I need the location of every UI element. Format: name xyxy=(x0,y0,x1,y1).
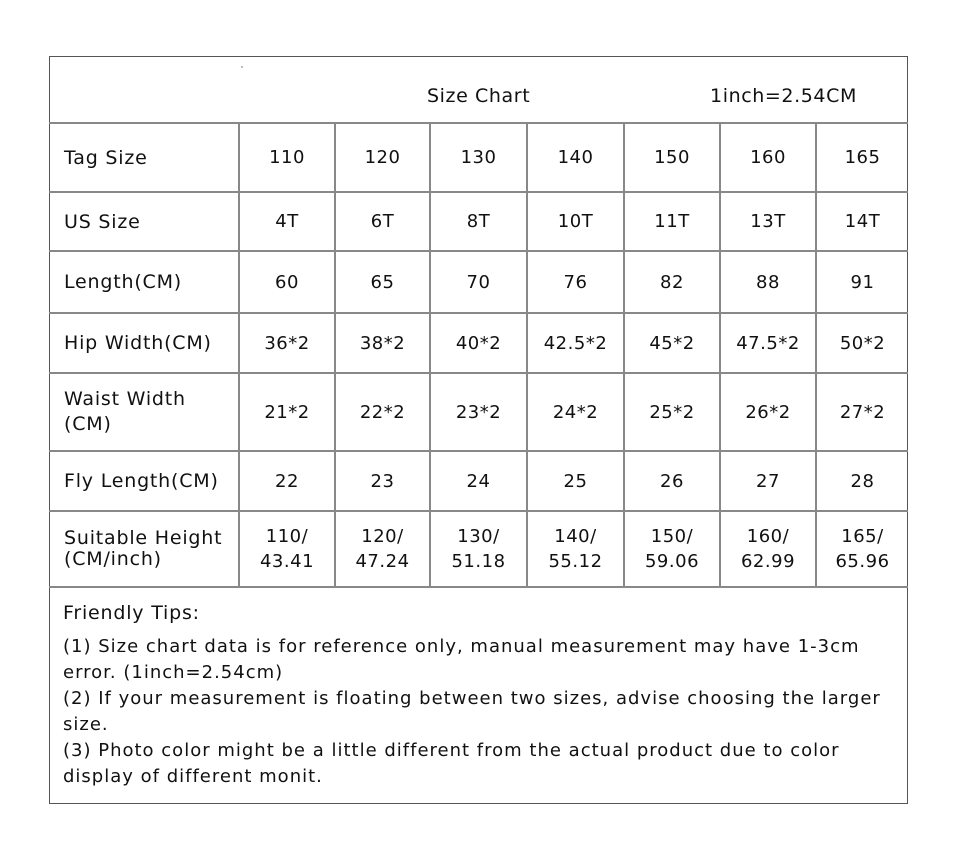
table-cell: 25 xyxy=(527,451,624,511)
table-cell: 36*2 xyxy=(239,313,335,373)
friendly-tips xyxy=(63,602,903,790)
height-cm: 110/ xyxy=(265,526,309,547)
table-cell xyxy=(239,511,335,587)
table-row-length xyxy=(49,251,908,313)
height-cm: 140/ xyxy=(554,526,597,547)
height-cm: 165/ xyxy=(841,526,884,547)
table-cell: 24*2 xyxy=(527,373,624,451)
table-cell: 82 xyxy=(624,251,720,313)
table-cell: 110 xyxy=(239,123,335,192)
tip-item: (3) Photo color might be a little different from the actual product due to color display of different monit. xyxy=(63,740,840,787)
table-row-suitable-height xyxy=(49,511,908,587)
table-cell: 26*2 xyxy=(720,373,816,451)
table-cell: 45*2 xyxy=(624,313,720,373)
table-cell: 27 xyxy=(720,451,816,511)
table-cell: 130 xyxy=(430,123,527,192)
table-cell: 23 xyxy=(335,451,430,511)
tip-item: (2) If your measurement is floating between two sizes, advise choosing the larger size. xyxy=(63,688,881,735)
table-cell: 6T xyxy=(335,192,430,251)
size-chart-frame xyxy=(49,56,908,804)
table-cell: 140 xyxy=(527,123,624,192)
height-inch: 47.24 xyxy=(355,551,410,572)
table-row-us-size xyxy=(49,192,908,251)
row-label: Tag Size xyxy=(49,123,239,192)
decorative-dot xyxy=(241,66,243,68)
row-label: Waist Width (CM) xyxy=(49,373,239,451)
table-cell: 28 xyxy=(816,451,908,511)
table-cell: 70 xyxy=(430,251,527,313)
table-cell: 150 xyxy=(624,123,720,192)
table-cell: 76 xyxy=(527,251,624,313)
row-label: US Size xyxy=(49,192,239,251)
table-cell xyxy=(335,511,430,587)
height-inch: 65.96 xyxy=(835,551,890,572)
title-row xyxy=(50,57,907,123)
table-cell xyxy=(624,511,720,587)
table-cell: 27*2 xyxy=(816,373,908,451)
table-cell xyxy=(527,511,624,587)
table-cell: 47.5*2 xyxy=(720,313,816,373)
tips-heading: Friendly Tips: xyxy=(63,602,200,624)
table-cell xyxy=(430,511,527,587)
unit-conversion: 1inch=2.54CM xyxy=(710,85,857,107)
table-row-hip-width xyxy=(49,313,908,373)
table-cell: 14T xyxy=(816,192,908,251)
table-cell: 50*2 xyxy=(816,313,908,373)
table-cell: 23*2 xyxy=(430,373,527,451)
height-cm: 130/ xyxy=(457,526,500,547)
size-table xyxy=(49,122,908,588)
table-cell: 22 xyxy=(239,451,335,511)
table-cell: 24 xyxy=(430,451,527,511)
height-inch: 62.99 xyxy=(740,551,796,572)
row-label: Suitable Height (CM/inch) xyxy=(49,511,239,587)
table-cell: 38*2 xyxy=(335,313,430,373)
row-label: Hip Width(CM) xyxy=(49,313,239,373)
table-row-tag-size xyxy=(49,123,908,192)
table-cell: 65 xyxy=(335,251,430,313)
table-cell: 11T xyxy=(624,192,720,251)
table-cell: 26 xyxy=(624,451,720,511)
table-cell: 120 xyxy=(335,123,430,192)
height-inch: 43.41 xyxy=(259,551,315,572)
chart-title: Size Chart xyxy=(427,85,531,107)
height-inch: 55.12 xyxy=(548,551,603,572)
table-cell: 88 xyxy=(720,251,816,313)
height-inch: 51.18 xyxy=(451,551,506,572)
table-row-waist-width xyxy=(49,373,908,451)
tip-item: (1) Size chart data is for reference only, manual measurement may have 1-3cm error. (1inch=2.54cm) xyxy=(63,636,860,683)
table-row-fly-length xyxy=(49,451,908,511)
table-cell: 91 xyxy=(816,251,908,313)
table-cell: 160 xyxy=(720,123,816,192)
height-inch: 59.06 xyxy=(644,551,700,572)
table-cell: 165 xyxy=(816,123,908,192)
table-cell: 40*2 xyxy=(430,313,527,373)
height-cm: 150/ xyxy=(650,526,694,547)
row-label: Fly Length(CM) xyxy=(49,451,239,511)
height-cm: 120/ xyxy=(361,526,404,547)
table-cell: 60 xyxy=(239,251,335,313)
table-cell: 42.5*2 xyxy=(527,313,624,373)
table-cell xyxy=(816,511,908,587)
table-cell: 10T xyxy=(527,192,624,251)
table-cell xyxy=(720,511,816,587)
table-cell: 21*2 xyxy=(239,373,335,451)
table-cell: 13T xyxy=(720,192,816,251)
height-cm: 160/ xyxy=(746,526,790,547)
table-cell: 25*2 xyxy=(624,373,720,451)
table-cell: 8T xyxy=(430,192,527,251)
row-label: Length(CM) xyxy=(49,251,239,313)
table-cell: 4T xyxy=(239,192,335,251)
table-cell: 22*2 xyxy=(335,373,430,451)
